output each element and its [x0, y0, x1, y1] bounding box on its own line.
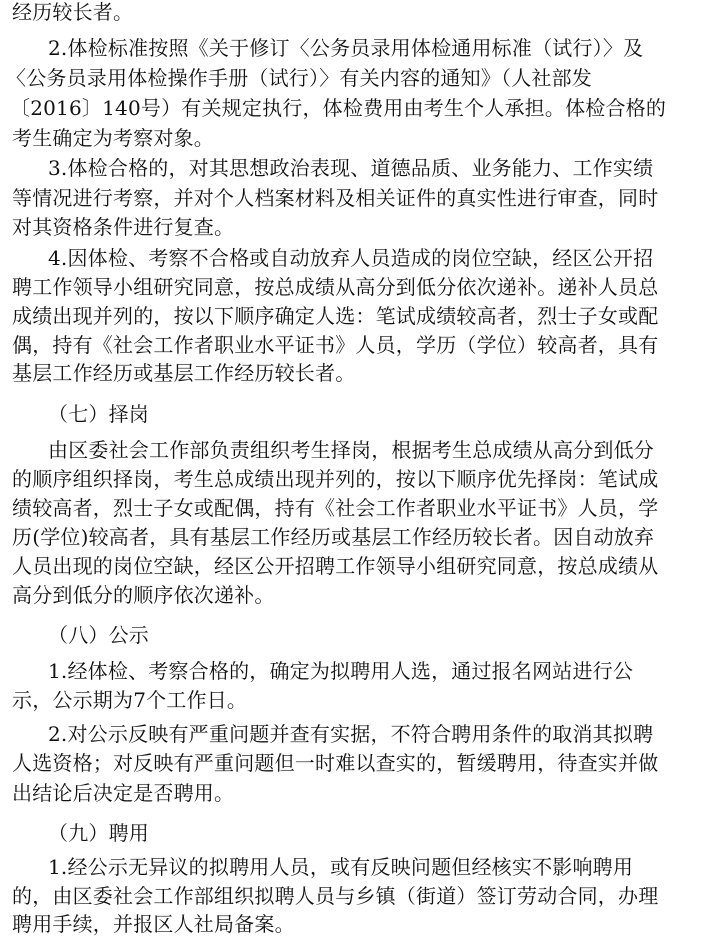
text-line: 1.经公示无异议的拟聘用人员，或有反映问题但经核实不影响聘用 — [48, 855, 634, 879]
text-line: 历(学位)较高者，具有基层工作经历或基层工作经历较长者。因自动放弃 — [12, 525, 655, 549]
text-line: 1.经体检、考察合格的，确定为拟聘用人选，通过报名网站进行公 — [48, 659, 634, 683]
text-line: 考生确定为考察对象。 — [12, 126, 214, 150]
text-line: 2.对公示反映有严重问题并查有实据，不符合聘用条件的取消其拟聘 — [48, 722, 654, 746]
text-line: 绩较高者，烈士子女或配偶，持有《社会工作者职业水平证书》人员，学 — [12, 496, 659, 520]
text-line: 〔2016〕140号）有关规定执行，体检费用由考生个人承担。体检合格的 — [10, 96, 667, 120]
text-line: 的顺序组织择岗，考生总成绩出现并列的，按以下顺序优先择岗：笔试成 — [12, 467, 659, 491]
text-line: 高分到低分的顺序依次递补。 — [12, 583, 275, 607]
text-line: 出结论后决定是否聘用。 — [12, 781, 235, 805]
section-heading: （七）择岗 — [48, 402, 149, 426]
text-line: 成绩出现并列的，按以下顺序确定人选：笔试成绩较高者，烈士子女或配 — [12, 304, 659, 328]
text-line: 等情况进行考察，并对个人档案材料及相关证件的真实性进行审查，同时 — [12, 186, 659, 210]
text-line: 4.因体检、考察不合格或自动放弃人员造成的岗位空缺，经区公开招 — [48, 246, 654, 270]
text-line: 聘工作领导小组研究同意，按总成绩从高分到低分依次递补。递补人员总 — [12, 275, 659, 299]
section-heading: （九）聘用 — [48, 821, 149, 845]
text-line: 示，公示期为7个工作日。 — [12, 688, 248, 712]
section-heading: （八）公示 — [48, 623, 149, 647]
text-line: 人员出现的岗位空缺，经区公开招聘工作领导小组研究同意，按总成绩从 — [12, 554, 659, 578]
text-line: 对其资格条件进行复查。 — [12, 215, 235, 239]
text-line: 由区委社会工作部负责组织考生择岗，根据考生总成绩从高分到低分 — [48, 438, 654, 462]
text-line: 聘用手续，并报区人社局备案。 — [12, 912, 295, 936]
text-line: 人选资格；对反映有严重问题但一时难以查实的，暂缓聘用，待查实并做 — [12, 751, 659, 775]
text-line: 〈公务员录用体检操作手册（试行）〉有关内容的通知》（人社部发 — [6, 66, 592, 90]
text-line: 基层工作经历或基层工作经历较长者。 — [12, 361, 356, 385]
text-line: 偶，持有《社会工作者职业水平证书》人员，学历（学位）较高者，具有 — [12, 333, 659, 357]
text-line: 经历较长者。 — [12, 0, 134, 24]
text-line: 3.体检合格的，对其思想政治表现、道德品质、业务能力、工作实绩 — [48, 156, 654, 180]
text-line: 的，由区委社会工作部组织拟聘人员与乡镇（街道）签订劳动合同，办理 — [12, 884, 659, 908]
text-line: 2.体检标准按照《关于修订〈公务员录用体检通用标准（试行）〉及 — [48, 36, 644, 60]
